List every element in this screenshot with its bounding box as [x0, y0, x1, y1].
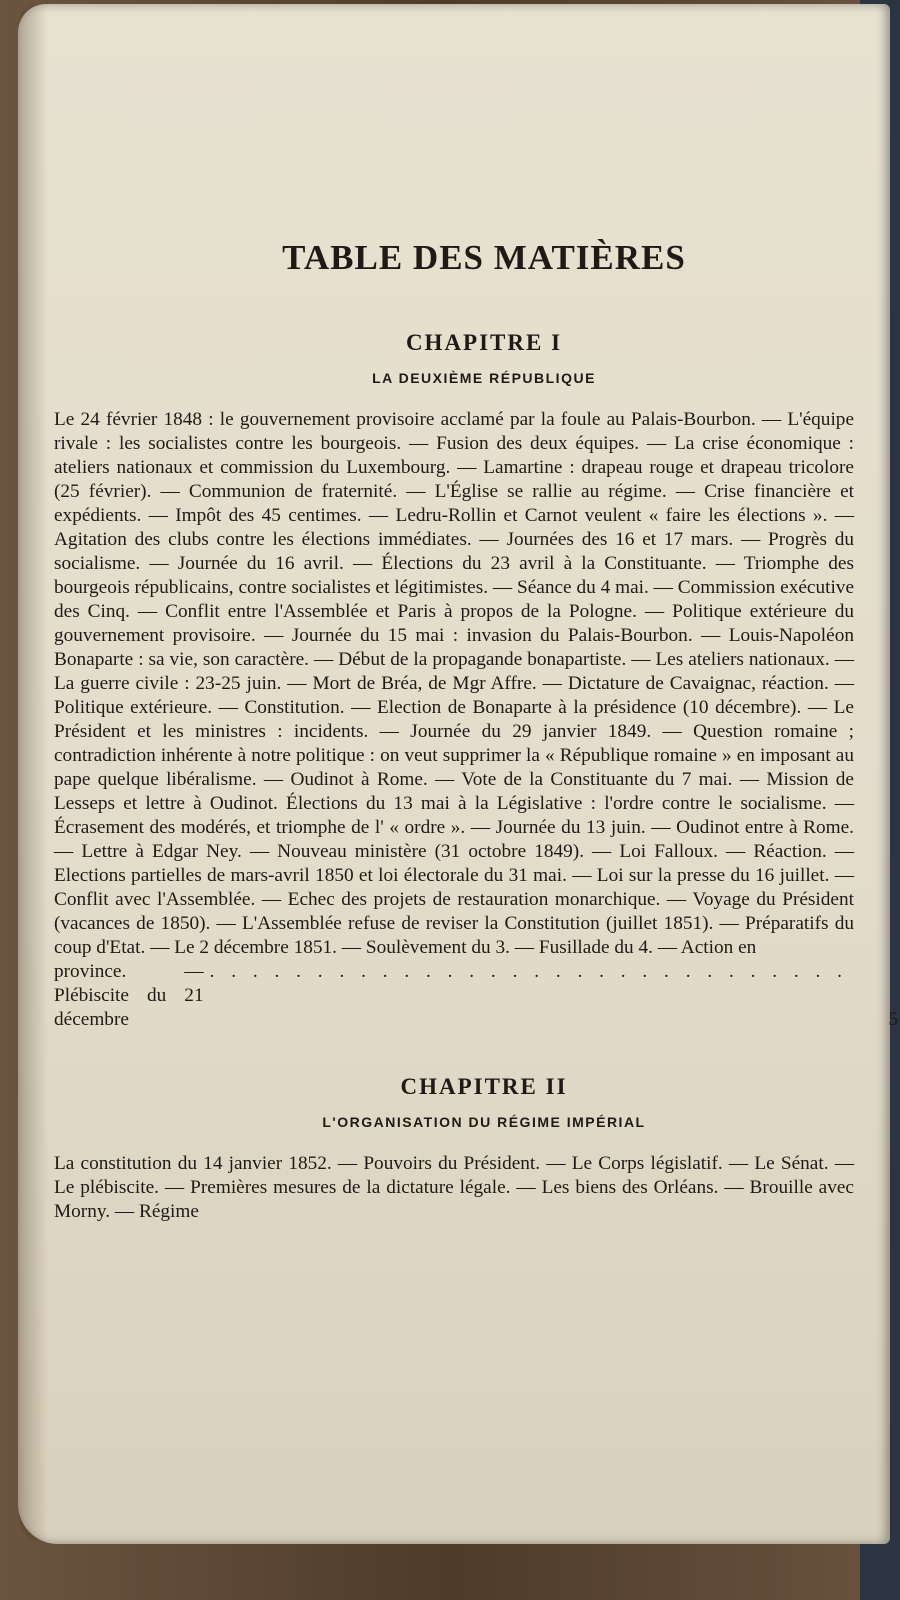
chapter-1-summary-last: province. — Plébiscite du 21 décembre — [54, 961, 204, 1030]
book-page — [18, 4, 898, 1544]
toc-content — [54, 204, 898, 1224]
chapter-1-summary-text: Le 24 février 1848 : le gouvernement provisoire acclamé par la foule au Palais-Bourbon. — L'équipe rivale : les socialistes contre les bourgeois. — Fusion des deux équipes. — La crise économique : ateliers nationaux et commission du Luxembourg. — Lamartine : drapeau rouge et drapeau tricolore (25 février). — Communion de fraternité. — L'Église se rallie au régime. — Crise financière et expédients. — Impôt des 45 centimes. — Ledru-Rollin et Carnot veulent « faire les élections ». — Agitation des clubs contre les élections immédiates. — Journées des 16 et 17 mars. — Progrès du socialisme. — Journée du 16 avril. — Élections du 23 avril à la Constituante. — Triomphe des bourgeois républicains, contre socialistes et légitimistes. — Séance du 4 mai. — Commission exécutive des Cinq. — Conflit entre l'Assemblée et Paris à propos de la Pologne. — Politique extérieure du gouvernement provisoire. — Journée du 15 mai : invasion du Palais-Bourbon. — Louis-Napoléon Bonaparte : sa vie, son caractère. — Début de la propagande bonapartiste. — Les ateliers nationaux. — La guerre civile : 23-25 juin. — Mort de Bréa, de Mgr Affre. — Dictature de Cavaignac, réaction. — Politique extérieure. — Constitution. — Election de Bonaparte à la présidence (10 décembre). — Le Président et les ministres : incidents. — Journée du 29 janvier 1849. — Question romaine ; contradiction inhérente à notre politique : on veut supprimer la « République romaine » en imposant au pape quelque libéralisme. — Oudinot à Rome. — Vote de la Constituante du 7 mai. — Mission de Lesseps et lettre à Oudinot. Élections du 13 mai à la Législative : l'ordre contre le socialisme. — Écrasement des modérés, et triomphe de l' « ordre ». — Journée du 13 juin. — Oudinot entre à Rome. — Lettre à Edgar Ney. — Nouveau ministère (31 octobre 1849). — Loi Falloux. — Réaction. — Elections partielles de mars-avril 1850 et loi électorale du 31 mai. — Loi sur la presse du 16 juillet. — Conflit avec l'Assemblée. — Echec des projets de restauration monarchique. — Voyage du Président (vacances de 1850). — L'Assemblée refuse de reviser la Constitution (juillet 1851). — Préparatifs du coup d'Etat. — Le 2 décembre 1851. — Soulèvement du 3. — Fusillade du 4. — Action en — [54, 409, 854, 958]
chapter-1 — [54, 330, 898, 1032]
chapter-1-subtitle: LA DEUXIÈME RÉPUBLIQUE — [372, 370, 596, 386]
chapter-2-heading: CHAPITRE II — [400, 1074, 568, 1099]
chapter-2-summary-text: La constitution du 14 janvier 1852. — Pouvoirs du Président. — Le Corps législatif. — Le Sénat. — Le plébiscite. — Premières mesures de la dictature légale. — Les biens des Orléans. — Brouille avec Morny. — Régime — [54, 1153, 854, 1222]
chapter-1-page-number: 5 — [888, 1009, 898, 1030]
chapter-2 — [54, 1074, 854, 1224]
chapter-2-subtitle: L'ORGANISATION DU RÉGIME IMPÉRIAL — [322, 1114, 646, 1130]
chapter-1-heading: CHAPITRE I — [405, 330, 563, 355]
page-title: TABLE DES MATIÈRES — [282, 238, 686, 277]
chapter-1-last-line — [54, 960, 898, 1032]
page-gutter-shadow — [18, 4, 48, 1544]
chapter-1-summary — [54, 408, 898, 1032]
chapter-1-dot-leader: . . . . . . . . . . . . . . . . . . . . . . . . . . . . . . — [209, 961, 848, 982]
